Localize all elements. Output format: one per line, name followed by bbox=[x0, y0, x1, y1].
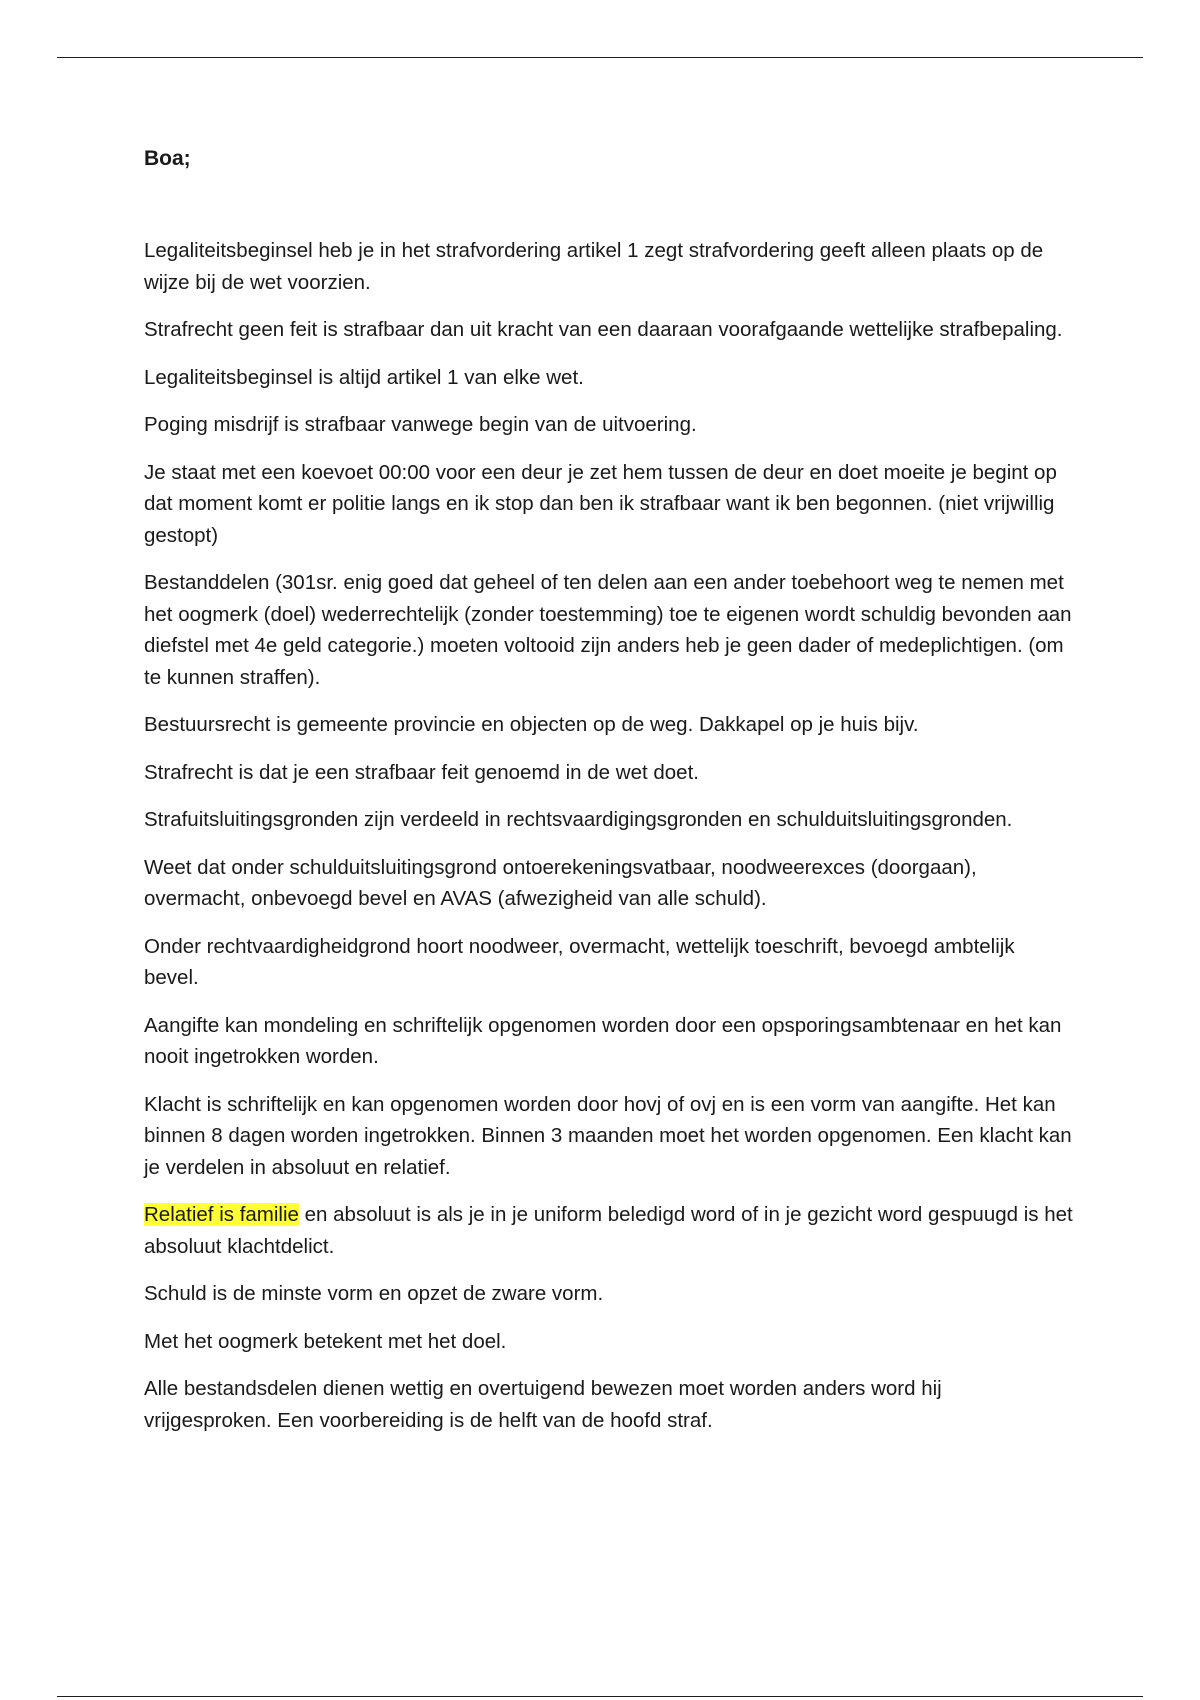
paragraph: Strafrecht geen feit is strafbaar dan uit kracht van een daaraan voorafgaande wettelijke strafbepaling. bbox=[144, 318, 1063, 341]
paragraph: Alle bestandsdelen dienen wettig en overtuigend bewezen moet worden anders word hij vrijgesproken. Een voorbereiding is de helft van de hoofd straf. bbox=[144, 1377, 942, 1432]
paragraph: Bestuursrecht is gemeente provincie en objecten op de weg. Dakkapel op je huis bijv. bbox=[144, 713, 919, 736]
paragraph bbox=[144, 1199, 1074, 1262]
paragraph: Bestanddelen (301sr. enig goed dat geheel of ten delen aan een ander toebehoort weg te nemen met het oogmerk (doel) wederrechtelijk (zonder toestemming) toe te eigenen wordt schuldig bevonden aan diefstel met 4e geld categorie.) moeten voltooid zijn anders heb je geen dader of medeplichtigen. (om te kunnen straffen). bbox=[144, 571, 1072, 689]
paragraph-text: en absoluut is als je in je uniform beledigd word of in je gezicht word gespuugd is het absoluut klachtdelict. bbox=[144, 1203, 1073, 1258]
paragraph: Schuld is de minste vorm en opzet de zware vorm. bbox=[144, 1282, 604, 1305]
paragraph: Aangifte kan mondeling en schriftelijk opgenomen worden door een opsporingsambtenaar en het kan nooit ingetrokken worden. bbox=[144, 1013, 1062, 1068]
paragraph: Legaliteitsbeginsel is altijd artikel 1 van elke wet. bbox=[144, 365, 584, 389]
highlighted-text: Relatief is familie bbox=[144, 1203, 299, 1226]
paragraph: Poging misdrijf is strafbaar vanwege begin van de uitvoering. bbox=[144, 413, 697, 436]
paragraph: Je staat met een koevoet 00:00 voor een deur je zet hem tussen de deur en doet moeite je begint op dat moment komt er politie langs en ik stop dan ben ik strafbaar want ik ben begonnen. (niet vrijwillig gestopt) bbox=[144, 460, 1057, 547]
header-rule bbox=[57, 57, 1143, 58]
document-heading: Boa; bbox=[144, 147, 191, 170]
document-body bbox=[144, 144, 1074, 1452]
paragraph: Weet dat onder schulduitsluitingsgrond ontoerekeningsvatbaar, noodweerexces (doorgaan), overmacht, onbevoegd bevel en AVAS (afwezigheid van alle schuld). bbox=[144, 855, 977, 910]
footer-rule bbox=[57, 1696, 1143, 1697]
paragraph: Legaliteitsbeginsel heb je in het strafvordering artikel 1 zegt strafvordering geeft alleen plaats op de wijze bij de wet voorzien. bbox=[144, 239, 1044, 294]
paragraph: Strafuitsluitingsgronden zijn verdeeld in rechtsvaardigingsgronden en schulduitsluitingsgronden. bbox=[144, 808, 1013, 831]
paragraph: Klacht is schriftelijk en kan opgenomen worden door hovj of ovj en is een vorm van aangifte. Het kan binnen 8 dagen worden ingetrokken. Binnen 3 maanden moet het worden opgenomen. Een klacht kan je verdelen in absoluut en relatief. bbox=[144, 1092, 1072, 1179]
paragraph: Strafrecht is dat je een strafbaar feit genoemd in de wet doet. bbox=[144, 760, 699, 784]
paragraph: Onder rechtvaardigheidgrond hoort noodweer, overmacht, wettelijk toeschrift, bevoegd ambtelijk bevel. bbox=[144, 934, 1015, 989]
paragraph: Met het oogmerk betekent met het doel. bbox=[144, 1329, 507, 1353]
